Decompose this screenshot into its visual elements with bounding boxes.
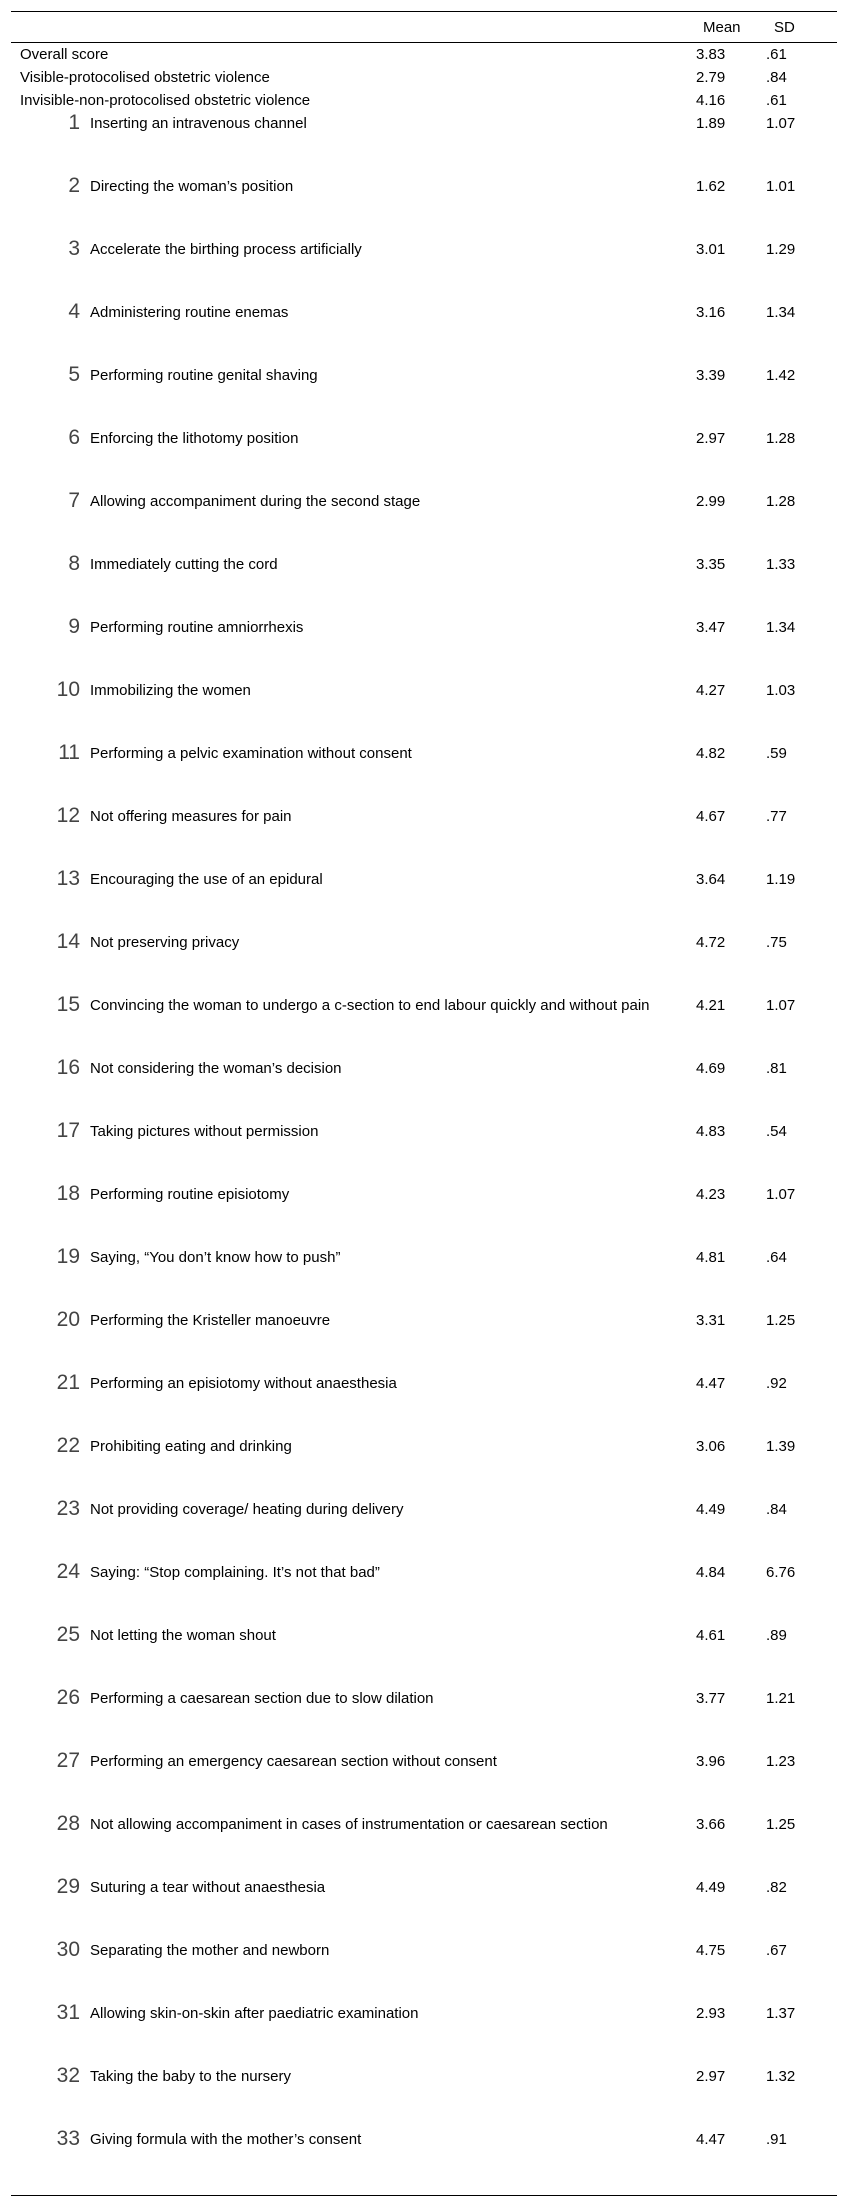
- item-description: Immediately cutting the cord: [90, 556, 278, 573]
- item-label-cell: [11, 868, 696, 931]
- table-row: [11, 427, 837, 490]
- item-number: 30: [56, 1938, 80, 1961]
- item-number: 8: [68, 552, 80, 575]
- header-row: [11, 12, 837, 43]
- item-mean: 3.77: [696, 1690, 726, 1707]
- table-row: [11, 994, 837, 1057]
- item-number: 15: [56, 993, 80, 1016]
- item-mean: 4.72: [696, 934, 726, 951]
- table-row: [11, 2065, 837, 2128]
- item-number: 1: [68, 111, 80, 134]
- summary-label: Invisible-non-protocolised obstetric violence: [20, 92, 311, 109]
- item-sd: 1.28: [766, 493, 796, 510]
- item-number: 3: [68, 237, 80, 260]
- header-sd: SD: [766, 12, 837, 43]
- item-description: Performing a pelvic examination without consent: [90, 745, 412, 762]
- item-description: Performing routine genital shaving: [90, 367, 318, 384]
- summary-label: Visible-protocolised obstetric violence: [20, 69, 270, 86]
- item-description: Convincing the woman to undergo a c-section to end labour quickly and without pain: [90, 997, 650, 1014]
- item-description: Allowing accompaniment during the second stage: [90, 493, 421, 510]
- item-mean: 2.97: [696, 430, 726, 447]
- item-sd: .54: [766, 1123, 787, 1140]
- item-description: Not allowing accompaniment in cases of instrumentation or caesarean section: [90, 1816, 608, 1833]
- table-row: [11, 1246, 837, 1309]
- table-row: [11, 1435, 837, 1498]
- item-label-wrap: [11, 994, 696, 1016]
- item-number: 18: [56, 1182, 80, 1205]
- table-row: [11, 679, 837, 742]
- table-row: [11, 1750, 837, 1813]
- item-mean: 3.96: [696, 1753, 726, 1770]
- table-row: [11, 1939, 837, 2002]
- item-mean: 2.93: [696, 2005, 726, 2022]
- item-sd: .84: [766, 1501, 787, 1518]
- item-description: Inserting an intravenous channel: [90, 115, 307, 132]
- item-number: 4: [68, 300, 80, 323]
- item-description: Not providing coverage/ heating during delivery: [90, 1501, 404, 1518]
- table-header: [11, 12, 837, 43]
- item-label-cell: [11, 2128, 696, 2196]
- item-sd: 1.32: [766, 2068, 796, 2085]
- item-number: 25: [56, 1623, 80, 1646]
- item-number: 2: [68, 174, 80, 197]
- item-sd: .77: [766, 808, 787, 825]
- item-label-cell: [11, 616, 696, 679]
- item-number: 23: [56, 1497, 80, 1520]
- item-mean: 3.47: [696, 619, 726, 636]
- item-number: 14: [56, 930, 80, 953]
- header-label: [11, 12, 696, 43]
- item-number: 16: [56, 1056, 80, 1079]
- item-mean: 4.82: [696, 745, 726, 762]
- item-description: Performing a caesarean section due to slow dilation: [90, 1690, 434, 1707]
- item-sd: 1.01: [766, 178, 796, 195]
- item-label-wrap: [11, 931, 696, 953]
- item-label-wrap: [11, 2002, 696, 2024]
- item-number: 33: [56, 2127, 80, 2150]
- item-mean: 3.64: [696, 871, 726, 888]
- item-label-wrap: [11, 1813, 696, 1835]
- table-row: [11, 490, 837, 553]
- item-label-cell: [11, 1120, 696, 1183]
- item-label-wrap: [11, 1120, 696, 1142]
- item-sd: 1.25: [766, 1816, 796, 1833]
- item-sd: 1.33: [766, 556, 796, 573]
- item-label-wrap: [11, 1939, 696, 1961]
- item-number: 5: [68, 363, 80, 386]
- item-number: 20: [56, 1308, 80, 1331]
- header-mean: Mean: [696, 12, 766, 43]
- item-mean: 4.27: [696, 682, 726, 699]
- item-sd: 1.07: [766, 115, 796, 132]
- item-label-cell: [11, 175, 696, 238]
- item-label-wrap: [11, 238, 696, 260]
- item-mean: 3.06: [696, 1438, 726, 1455]
- item-label-wrap: [11, 1309, 696, 1331]
- item-label-cell: [11, 1435, 696, 1498]
- item-label-cell: [11, 427, 696, 490]
- summary-row: [11, 43, 837, 67]
- table-row: [11, 175, 837, 238]
- item-label-wrap: [11, 364, 696, 386]
- item-label-cell: [11, 1057, 696, 1120]
- table-body: [11, 43, 837, 2196]
- item-label-wrap: [11, 805, 696, 827]
- item-number: 13: [56, 867, 80, 890]
- item-label-wrap: [11, 175, 696, 197]
- item-label-cell: [11, 1561, 696, 1624]
- item-number: 17: [56, 1119, 80, 1142]
- item-sd: 1.28: [766, 430, 796, 447]
- table-row: [11, 1876, 837, 1939]
- item-label-wrap: [11, 427, 696, 449]
- item-label-wrap: [11, 2128, 696, 2150]
- table-row: [11, 1183, 837, 1246]
- table-row: [11, 742, 837, 805]
- item-sd: .64: [766, 1249, 787, 1266]
- table-row: [11, 1057, 837, 1120]
- summary-mean: 4.16: [696, 92, 726, 109]
- item-description: Not offering measures for pain: [90, 808, 292, 825]
- item-label-cell: [11, 1750, 696, 1813]
- item-mean: 3.39: [696, 367, 726, 384]
- statistics-table-container: [11, 11, 837, 2196]
- table-row: [11, 931, 837, 994]
- item-number: 32: [56, 2064, 80, 2087]
- item-description: Taking the baby to the nursery: [90, 2068, 291, 2085]
- summary-label: Overall score: [20, 46, 109, 63]
- item-label-wrap: [11, 1372, 696, 1394]
- item-sd: 1.19: [766, 871, 796, 888]
- item-number: 19: [56, 1245, 80, 1268]
- item-description: Administering routine enemas: [90, 304, 289, 321]
- item-label-wrap: [11, 490, 696, 512]
- item-mean: 4.49: [696, 1501, 726, 1518]
- item-mean: 4.47: [696, 2128, 766, 2196]
- item-number: 28: [56, 1812, 80, 1835]
- summary-sd: .84: [766, 69, 787, 86]
- item-mean: 3.01: [696, 241, 726, 258]
- item-label-cell: [11, 931, 696, 994]
- item-mean: 4.49: [696, 1879, 726, 1896]
- item-label-cell: [11, 490, 696, 553]
- item-label-wrap: [11, 1246, 696, 1268]
- item-label-cell: [11, 1687, 696, 1750]
- table-row: [11, 238, 837, 301]
- table-row: [11, 1813, 837, 1876]
- item-label-cell: [11, 805, 696, 868]
- item-description: Giving formula with the mother’s consent: [90, 2131, 362, 2148]
- table-row: [11, 1561, 837, 1624]
- table-row: [11, 112, 837, 175]
- table-row: [11, 301, 837, 364]
- item-label-wrap: [11, 1561, 696, 1583]
- summary-sd: .61: [766, 46, 787, 63]
- table-row: [11, 868, 837, 931]
- item-sd: .92: [766, 1375, 787, 1392]
- item-sd: .89: [766, 1627, 787, 1644]
- item-label-wrap: [11, 1435, 696, 1457]
- item-description: Accelerate the birthing process artificially: [90, 241, 362, 258]
- table-row: [11, 616, 837, 679]
- item-number: 24: [56, 1560, 80, 1583]
- item-description: Performing an emergency caesarean section without consent: [90, 1753, 497, 1770]
- item-sd: 1.07: [766, 1186, 796, 1203]
- item-sd: .75: [766, 934, 787, 951]
- item-mean: 4.69: [696, 1060, 726, 1077]
- item-number: 7: [68, 489, 80, 512]
- summary-sd: .61: [766, 92, 787, 109]
- item-sd: 1.23: [766, 1753, 796, 1770]
- item-label-cell: [11, 1624, 696, 1687]
- item-label-wrap: [11, 616, 696, 638]
- table-row: [11, 2002, 837, 2065]
- item-mean: 4.47: [696, 1375, 726, 1392]
- item-mean: 4.84: [696, 1564, 726, 1581]
- item-description: Performing routine episiotomy: [90, 1186, 290, 1203]
- item-number: 26: [56, 1686, 80, 1709]
- item-number: 6: [68, 426, 80, 449]
- item-mean: 4.67: [696, 808, 726, 825]
- item-label-wrap: [11, 553, 696, 575]
- item-label-wrap: [11, 868, 696, 890]
- item-mean: 3.16: [696, 304, 726, 321]
- item-label-wrap: [11, 1183, 696, 1205]
- item-sd: 1.34: [766, 304, 796, 321]
- item-sd: 1.34: [766, 619, 796, 636]
- summary-row: [11, 89, 837, 112]
- item-sd: 1.42: [766, 367, 796, 384]
- statistics-table: [11, 11, 837, 2196]
- table-row: [11, 805, 837, 868]
- item-mean: 3.31: [696, 1312, 726, 1329]
- item-sd: 1.03: [766, 682, 796, 699]
- item-sd: 1.21: [766, 1690, 796, 1707]
- item-number: 27: [56, 1749, 80, 1772]
- item-label-cell: [11, 2065, 696, 2128]
- table-row: [11, 1309, 837, 1372]
- item-description: Performing the Kristeller manoeuvre: [90, 1312, 331, 1329]
- item-mean: 1.89: [696, 115, 726, 132]
- item-label-wrap: [11, 1057, 696, 1079]
- item-sd: 1.25: [766, 1312, 796, 1329]
- table-row: [11, 364, 837, 427]
- item-label-cell: [11, 553, 696, 616]
- table-row: [11, 1687, 837, 1750]
- item-mean: 4.75: [696, 1942, 726, 1959]
- item-number: 12: [56, 804, 80, 827]
- item-mean: 4.61: [696, 1627, 726, 1644]
- item-label-wrap: [11, 301, 696, 323]
- summary-row: [11, 66, 837, 89]
- item-label-cell: [11, 742, 696, 805]
- item-description: Suturing a tear without anaesthesia: [90, 1879, 326, 1896]
- item-label-wrap: [11, 2065, 696, 2087]
- item-number: 29: [56, 1875, 80, 1898]
- item-label-cell: [11, 1372, 696, 1435]
- item-description: Separating the mother and newborn: [90, 1942, 330, 1959]
- item-label-cell: [11, 1876, 696, 1939]
- table-row: [11, 1498, 837, 1561]
- item-sd: .59: [766, 745, 787, 762]
- item-sd: .82: [766, 1879, 787, 1896]
- item-label-wrap: [11, 1498, 696, 1520]
- item-label-wrap: [11, 679, 696, 701]
- item-label-wrap: [11, 1624, 696, 1646]
- item-label-cell: [11, 364, 696, 427]
- summary-mean: 2.79: [696, 69, 726, 86]
- item-label-wrap: [11, 1876, 696, 1898]
- item-sd: 1.37: [766, 2005, 796, 2022]
- item-description: Allowing skin-on-skin after paediatric examination: [90, 2005, 419, 2022]
- item-label-cell: [11, 1246, 696, 1309]
- item-mean: 2.97: [696, 2068, 726, 2085]
- item-label-cell: [11, 238, 696, 301]
- item-label-cell: [11, 1939, 696, 2002]
- item-number: 11: [58, 741, 80, 764]
- item-mean: 2.99: [696, 493, 726, 510]
- item-sd: 1.39: [766, 1438, 796, 1455]
- item-number: 31: [56, 2001, 80, 2024]
- item-label-wrap: [11, 1750, 696, 1772]
- table-row: [11, 1372, 837, 1435]
- item-label-cell: [11, 1183, 696, 1246]
- item-mean: 3.35: [696, 556, 726, 573]
- item-mean: 4.23: [696, 1186, 726, 1203]
- item-label-cell: [11, 2002, 696, 2065]
- item-mean: 1.62: [696, 178, 726, 195]
- item-label-wrap: [11, 1687, 696, 1709]
- item-description: Not considering the woman’s decision: [90, 1060, 342, 1077]
- item-mean: 4.81: [696, 1249, 726, 1266]
- item-number: 22: [56, 1434, 80, 1457]
- item-sd: .81: [766, 1060, 787, 1077]
- item-number: 10: [56, 678, 80, 701]
- item-description: Enforcing the lithotomy position: [90, 430, 299, 447]
- item-description: Directing the woman’s position: [90, 178, 294, 195]
- item-number: 21: [56, 1371, 80, 1394]
- item-description: Saying, “You don’t know how to push”: [90, 1249, 341, 1266]
- item-description: Not preserving privacy: [90, 934, 240, 951]
- item-label-wrap: [11, 742, 696, 764]
- item-label-cell: [11, 994, 696, 1057]
- item-description: Immobilizing the women: [90, 682, 251, 699]
- item-sd: .67: [766, 1942, 787, 1959]
- item-label-cell: [11, 679, 696, 742]
- item-description: Taking pictures without permission: [90, 1123, 319, 1140]
- item-sd: .91: [766, 2128, 837, 2196]
- table-row: [11, 1120, 837, 1183]
- item-label-cell: [11, 112, 696, 175]
- table-row: [11, 2128, 837, 2196]
- item-mean: 4.21: [696, 997, 726, 1014]
- table-row: [11, 553, 837, 616]
- item-sd: 1.07: [766, 997, 796, 1014]
- item-mean: 3.66: [696, 1816, 726, 1833]
- item-description: Encouraging the use of an epidural: [90, 871, 323, 888]
- item-label-cell: [11, 1498, 696, 1561]
- item-label-cell: [11, 1309, 696, 1372]
- item-sd: 6.76: [766, 1564, 796, 1581]
- item-description: Saying: “Stop complaining. It’s not that bad”: [90, 1564, 380, 1581]
- item-label-wrap: [11, 112, 696, 134]
- item-sd: 1.29: [766, 241, 796, 258]
- item-mean: 4.83: [696, 1123, 726, 1140]
- item-label-cell: [11, 1813, 696, 1876]
- table-row: [11, 1624, 837, 1687]
- item-description: Not letting the woman shout: [90, 1627, 276, 1644]
- item-description: Prohibiting eating and drinking: [90, 1438, 292, 1455]
- item-number: 9: [68, 615, 80, 638]
- item-description: Performing an episiotomy without anaesthesia: [90, 1375, 397, 1392]
- item-description: Performing routine amniorrhexis: [90, 619, 304, 636]
- item-label-cell: [11, 301, 696, 364]
- summary-mean: 3.83: [696, 46, 726, 63]
